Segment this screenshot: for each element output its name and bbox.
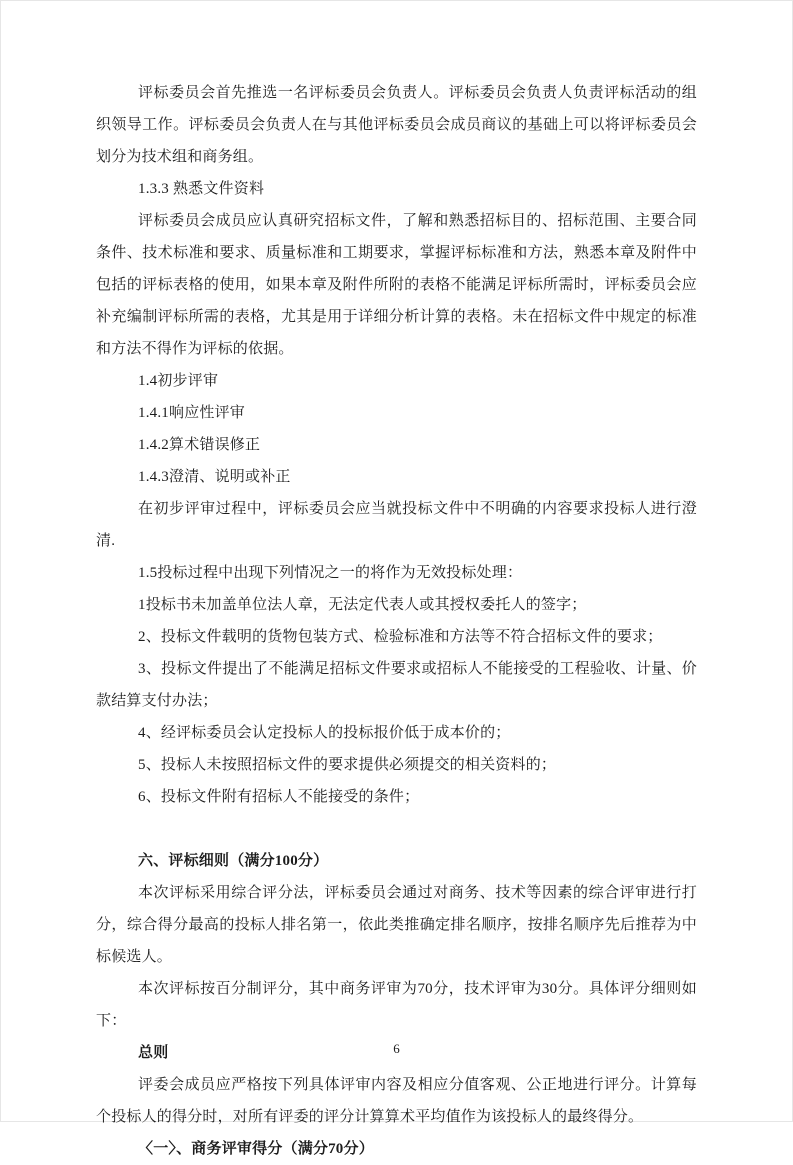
paragraph-scoring-principle: 评委会成员应严格按下列具体评审内容及相应分值客观、公正地进行评分。计算每个投标人的得分时，对所有评委的评分计算算术平均值作为该投标人的最终得分。 (96, 1077, 697, 1125)
paragraph-study-bid-documents: 评标委员会成员应认真研究招标文件，了解和熟悉招标目的、招标范围、主要合同条件、技术标准和要求、质量标准和工期要求，掌握评标标准和方法，熟悉本章及附件中包括的评标表格的使用，如果本章及附件所附的表格不能满足评标所需时，评标委员会应补充编制评标所需的表格，尤其是用于详细分析计算的表格。未在招标文件中规定的标准和方法不得作为评标的依据。 (96, 213, 697, 357)
list-item-invalid-6: 6、投标文件附有招标人不能接受的条件； (138, 789, 420, 805)
heading-1-4-1-responsiveness-review: 1.4.1响应性评审 (138, 405, 246, 421)
paragraph-comprehensive-scoring-method: 本次评标采用综合评分法，评标委员会通过对商务、技术等因素的综合评审进行打分，综合得分最高的投标人排名第一，依此类推确定排名顺序，按排名顺序先后推荐为中标候选人。 (96, 885, 697, 965)
section-heading-evaluation-rules: 六、评标细则（满分100分） (138, 853, 329, 869)
heading-1-5-invalid-bid-conditions: 1.5投标过程中出现下列情况之一的将作为无效投标处理： (138, 565, 523, 581)
heading-1-4-2-arithmetic-error-correction: 1.4.2算术错误修正 (138, 437, 261, 453)
list-item-invalid-4: 4、经评标委员会认定投标人的投标报价低于成本价的； (138, 725, 511, 741)
list-item-invalid-5: 5、投标人未按照招标文件的要求提供必须提交的相关资料的； (138, 757, 557, 773)
heading-general-rules: 总则 (138, 1045, 169, 1061)
heading-business-review-score: 〈一〉、商务评审得分（满分70分） (138, 1141, 374, 1157)
page-number: 6 (393, 1041, 400, 1056)
list-item-invalid-2: 2、投标文件载明的货物包装方式、检验标准和方法等不符合招标文件的要求； (138, 629, 663, 645)
heading-1-4-preliminary-review: 1.4初步评审 (138, 373, 219, 389)
paragraph-score-breakdown: 本次评标按百分制评分，其中商务评审为70分，技术评审为30分。具体评分细则如下： (96, 981, 697, 1029)
heading-1-3-3-familiarize-documents: 1.3.3 熟悉文件资料 (138, 181, 265, 197)
list-item-invalid-1: 1投标书未加盖单位法人章，无法定代表人或其授权委托人的签字； (138, 597, 587, 613)
paragraph-clarification-request: 在初步评审过程中，评标委员会应当就投标文件中不明确的内容要求投标人进行澄清. (96, 501, 697, 549)
heading-1-4-3-clarification: 1.4.3澄清、说明或补正 (138, 469, 291, 485)
paragraph-committee-leader: 评标委员会首先推选一名评标委员会负责人。评标委员会负责人负责评标活动的组织领导工作。评标委员会负责人在与其他评标委员会成员商议的基础上可以将评标委员会划分为技术组和商务组。 (96, 85, 697, 165)
list-item-invalid-3: 3、投标文件提出了不能满足招标文件要求或招标人不能接受的工程验收、计量、价款结算支付办法； (96, 661, 697, 709)
